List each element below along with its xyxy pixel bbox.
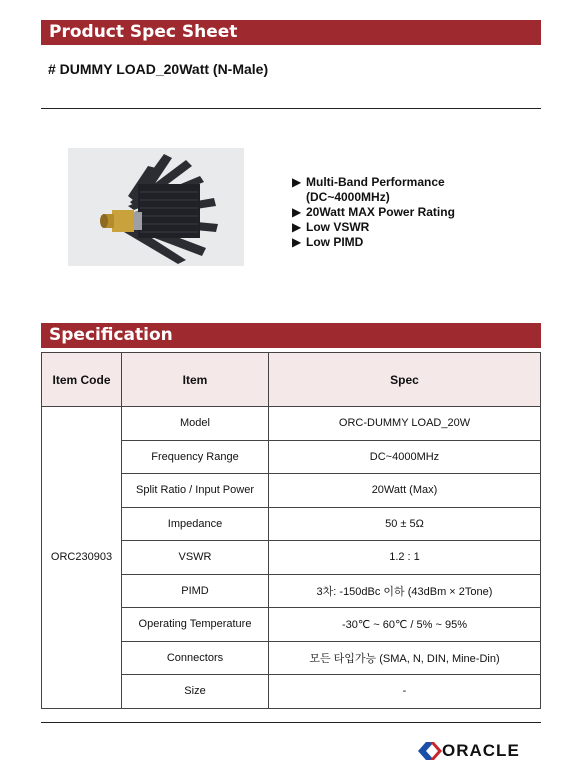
feature-item <box>292 235 455 250</box>
item-code-cell: ORC230903 <box>42 407 122 709</box>
column-header-item: Item <box>122 353 269 407</box>
product-name: # DUMMY LOAD_20Watt (N-Male) <box>48 61 269 77</box>
page-header-title: Product Spec Sheet <box>49 22 238 42</box>
triangle-bullet-icon: ▶ <box>292 175 302 189</box>
feature-text: Low PIMD <box>306 235 364 249</box>
feature-text: Low VSWR <box>306 220 370 234</box>
triangle-bullet-icon: ▶ <box>292 205 302 219</box>
item-cell: PIMD <box>122 574 269 608</box>
oracle-logo <box>414 739 520 763</box>
spec-cell: 50 ± 5Ω <box>269 507 541 541</box>
spec-cell: 3차: -150dBc 이하 (43dBm × 2Tone) <box>269 574 541 608</box>
feature-list <box>292 175 455 250</box>
divider <box>41 108 541 109</box>
spec-cell: DC~4000MHz <box>269 440 541 474</box>
spec-table <box>41 352 541 709</box>
item-cell: Connectors <box>122 641 269 675</box>
column-header-spec: Spec <box>269 353 541 407</box>
table-header-row <box>42 353 541 407</box>
footer-divider <box>41 722 541 723</box>
specification-banner <box>41 323 541 348</box>
feature-item <box>292 205 455 220</box>
spec-cell: - <box>269 675 541 709</box>
spec-cell: 1.2 : 1 <box>269 541 541 575</box>
feature-item <box>292 220 455 235</box>
feature-item <box>292 175 455 205</box>
item-cell: Operating Temperature <box>122 608 269 642</box>
item-cell: Model <box>122 407 269 441</box>
spec-cell: -30℃ ~ 60℃ / 5% ~ 95% <box>269 608 541 642</box>
oracle-logo-mark-icon <box>414 739 442 763</box>
feature-text: 20Watt MAX Power Rating <box>306 205 455 219</box>
item-cell: Split Ratio / Input Power <box>122 474 269 508</box>
table-row <box>42 407 541 441</box>
logo-wordmark: ORACLE <box>442 741 520 760</box>
product-image <box>68 148 244 266</box>
spec-cell: 20Watt (Max) <box>269 474 541 508</box>
item-cell: Impedance <box>122 507 269 541</box>
page-header-banner <box>41 20 541 45</box>
dummy-load-illustration <box>68 148 244 266</box>
triangle-bullet-icon: ▶ <box>292 220 302 234</box>
spec-cell: ORC-DUMMY LOAD_20W <box>269 407 541 441</box>
column-header-item-code: Item Code <box>42 353 122 407</box>
feature-text-continued: (DC~4000MHz) <box>306 190 390 204</box>
item-cell: Size <box>122 675 269 709</box>
item-cell: Frequency Range <box>122 440 269 474</box>
item-cell: VSWR <box>122 541 269 575</box>
specification-title: Specification <box>49 325 173 345</box>
triangle-bullet-icon: ▶ <box>292 235 302 249</box>
spec-cell: 모든 타입가능 (SMA, N, DIN, Mine-Din) <box>269 641 541 675</box>
feature-text: Multi-Band Performance <box>306 175 445 189</box>
